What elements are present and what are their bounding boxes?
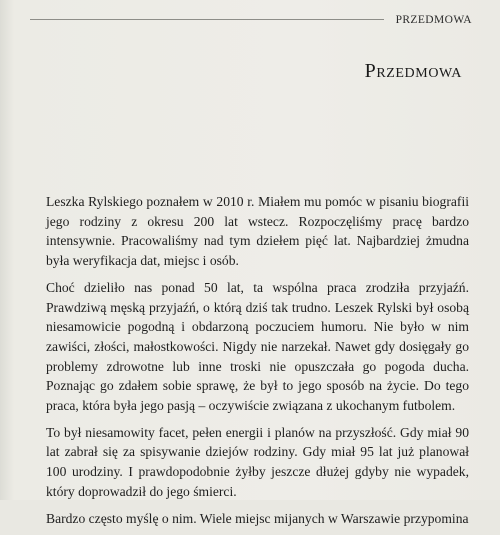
running-head (30, 10, 472, 30)
paragraph: Leszka Rylskiego poznałem w 2010 r. Miałem mu pomóc w pisaniu biografii jego rodziny z okresu 200 lat wstecz. Rozpoczęliśmy pracę bardzo intensywnie. Pracowaliśmy nad tym dziełem pięć lat. Najbardziej żmudna była weryfikacja dat, miejsc i osób. (46, 194, 469, 269)
paragraph: Bardzo często myślę o nim. Wiele miejsc mijanych w Warszawie przypomina (46, 510, 469, 526)
body-text (46, 192, 469, 535)
running-head-rule (30, 19, 384, 20)
chapter-title: Przedmowa (364, 60, 462, 82)
running-head-text: PRZEDMOWA (395, 14, 472, 26)
paragraph: To był niesamowity facet, pełen energii i planów na przyszłość. Gdy miał 90 lat zabrał się za spisywanie dziejów rodziny. Gdy miał 95 lat już planował 100 urodziny. I prawdopodobnie żyłby jeszcze dłużej gdyby nie wypadek, który doprowadził do jego śmierci. (46, 424, 469, 499)
paragraph: Choć dzieliło nas ponad 50 lat, ta wspólna praca zrodziła przyjaźń. Prawdziwą męską przyjaźń, o którą dziś tak trudno. Leszek Rylski był osobą niesamowicie pogodną i obdarzoną poczuciem humoru. Nie było w nim zawiści, złości, małostkowości. Nigdy nie narzekał. Nawet gdy dosięgały go problemy zdrowotne lub inne troski nie opuszczała go pogoda ducha. Poznając go zdałem sobie sprawę, że był to jego sposób na życie. Do tego praca, która była jego pasją – oczywiście związana z ukochanym futbolem. (46, 279, 469, 414)
